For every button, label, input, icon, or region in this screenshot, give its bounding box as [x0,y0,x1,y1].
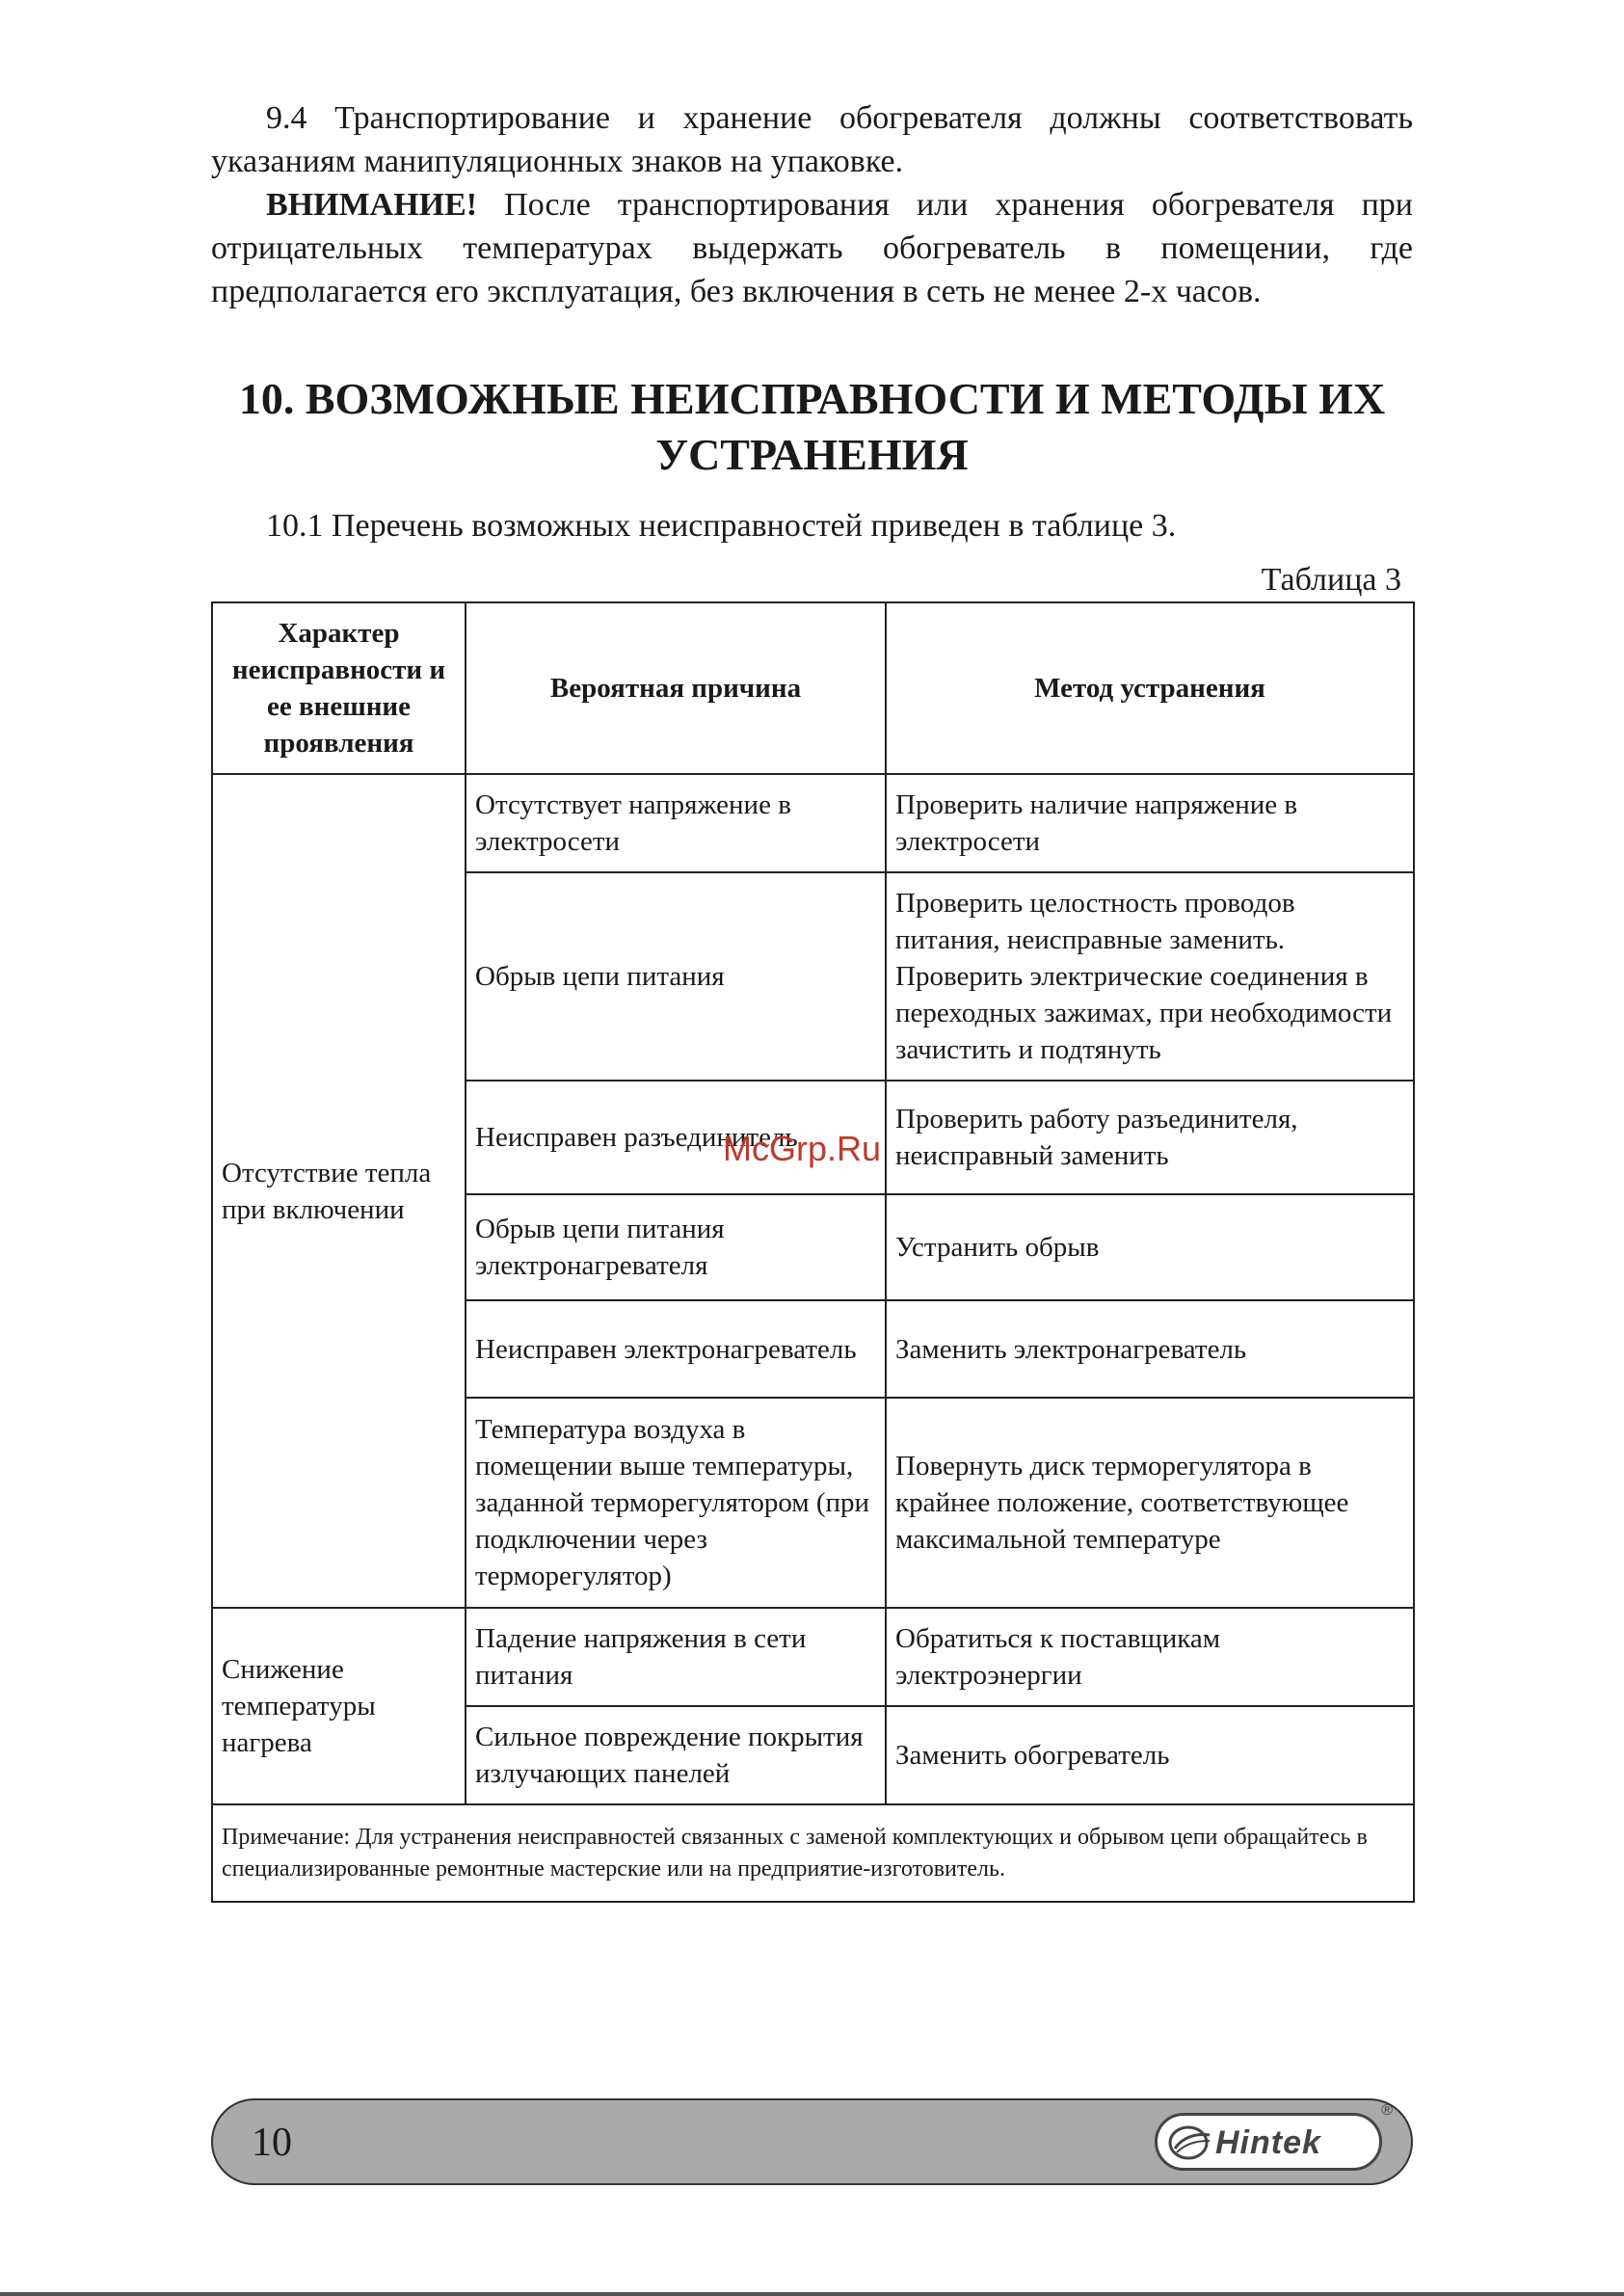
logo-text: Hintek [1215,2124,1321,2161]
cause-cell: Сильное повреждение покрытия излучающих панелей [466,1706,886,1804]
method-cell: Обратиться к поставщикам электроэнергии [886,1608,1414,1706]
table-caption: Таблица 3 [1261,562,1401,598]
method-cell: Проверить работу разъединителя, неисправный заменить [886,1081,1414,1194]
table-note: Примечание: Для устранения неисправностей связанных с заменой комплектующих и обрывом цепи обращайтесь в специализированные ремонтные мастерские или на предприятие-изготовитель. [212,1804,1414,1902]
method-cell: Заменить обогреватель [886,1706,1414,1804]
header-fault: Характер неисправности и ее внешние проявления [212,602,466,774]
cause-cell: Падение напряжения в сети питания [466,1608,886,1706]
logo-swoosh-icon [1167,2123,1213,2162]
page-number: 10 [252,2121,292,2165]
method-cell: Заменить электронагреватель [886,1300,1414,1398]
paragraph-warning [211,183,1413,313]
logo-registered-mark: ® [1381,2102,1393,2119]
warning-text: После транспортирования или хранения обогревателя при отрицательных температурах выдержать обогреватель в помещении, где предполагается его эксплуатация, без включения в сеть не менее 2-х часов. [211,187,1413,309]
method-cell: Проверить наличие напряжение в электросети [886,774,1414,872]
page-content [211,96,1413,1903]
paragraph-10-1: 10.1 Перечень возможных неисправностей приведен в таблице 3. [266,508,1177,544]
table-header-row [212,602,1414,774]
table-row [212,774,1414,872]
table-note-row [212,1804,1414,1902]
method-cell: Повернуть диск терморегулятора в крайнее положение, соответствующее максимальной температуре [886,1398,1414,1608]
warning-label: ВНИМАНИЕ! [266,187,478,223]
watermark: McGrp.Ru [723,1129,882,1168]
cause-cell: Неисправен электронагреватель [466,1300,886,1398]
fault-low-temp: Снижение температуры нагрева [212,1608,466,1804]
method-cell: Устранить обрыв [886,1194,1414,1300]
hintek-logo [1155,2102,1393,2171]
section-title-line-1: 10. ВОЗМОЖНЫЕ НЕИСПРАВНОСТИ И МЕТОДЫ ИХ [238,374,1386,423]
cause-cell: Отсутствует напряжение в электросети [466,774,886,872]
header-method: Метод устранения [886,602,1414,774]
page-footer [211,2098,1413,2185]
header-cause: Вероятная причина [466,602,886,774]
cause-cell: Температура воздуха в помещении выше температуры, заданной терморегулятором (при подключении через терморегулятор) [466,1398,886,1608]
cause-cell: Неисправен разъединитель [466,1081,886,1194]
faults-table [211,601,1415,1903]
section-title-line-2: УСТРАНЕНИЯ [655,430,969,479]
cause-cell: Обрыв цепи питания [466,872,886,1081]
paragraph-9-4: 9.4 Транспортирование и хранение обогревателя должны соответствовать указаниям манипуляционных знаков на упаковке. [211,100,1413,179]
fault-no-heat: Отсутствие тепла при включении [212,774,466,1608]
table-row [212,1608,1414,1706]
cause-cell: Обрыв цепи питания электронагревателя [466,1194,886,1300]
bottom-rule [0,2292,1624,2296]
method-cell: Проверить целостность проводов питания, неисправные заменить. Проверить электрические соединения в переходных зажимах, при необходимости зачистить и подтянуть [886,872,1414,1081]
section-10-title [211,371,1413,483]
